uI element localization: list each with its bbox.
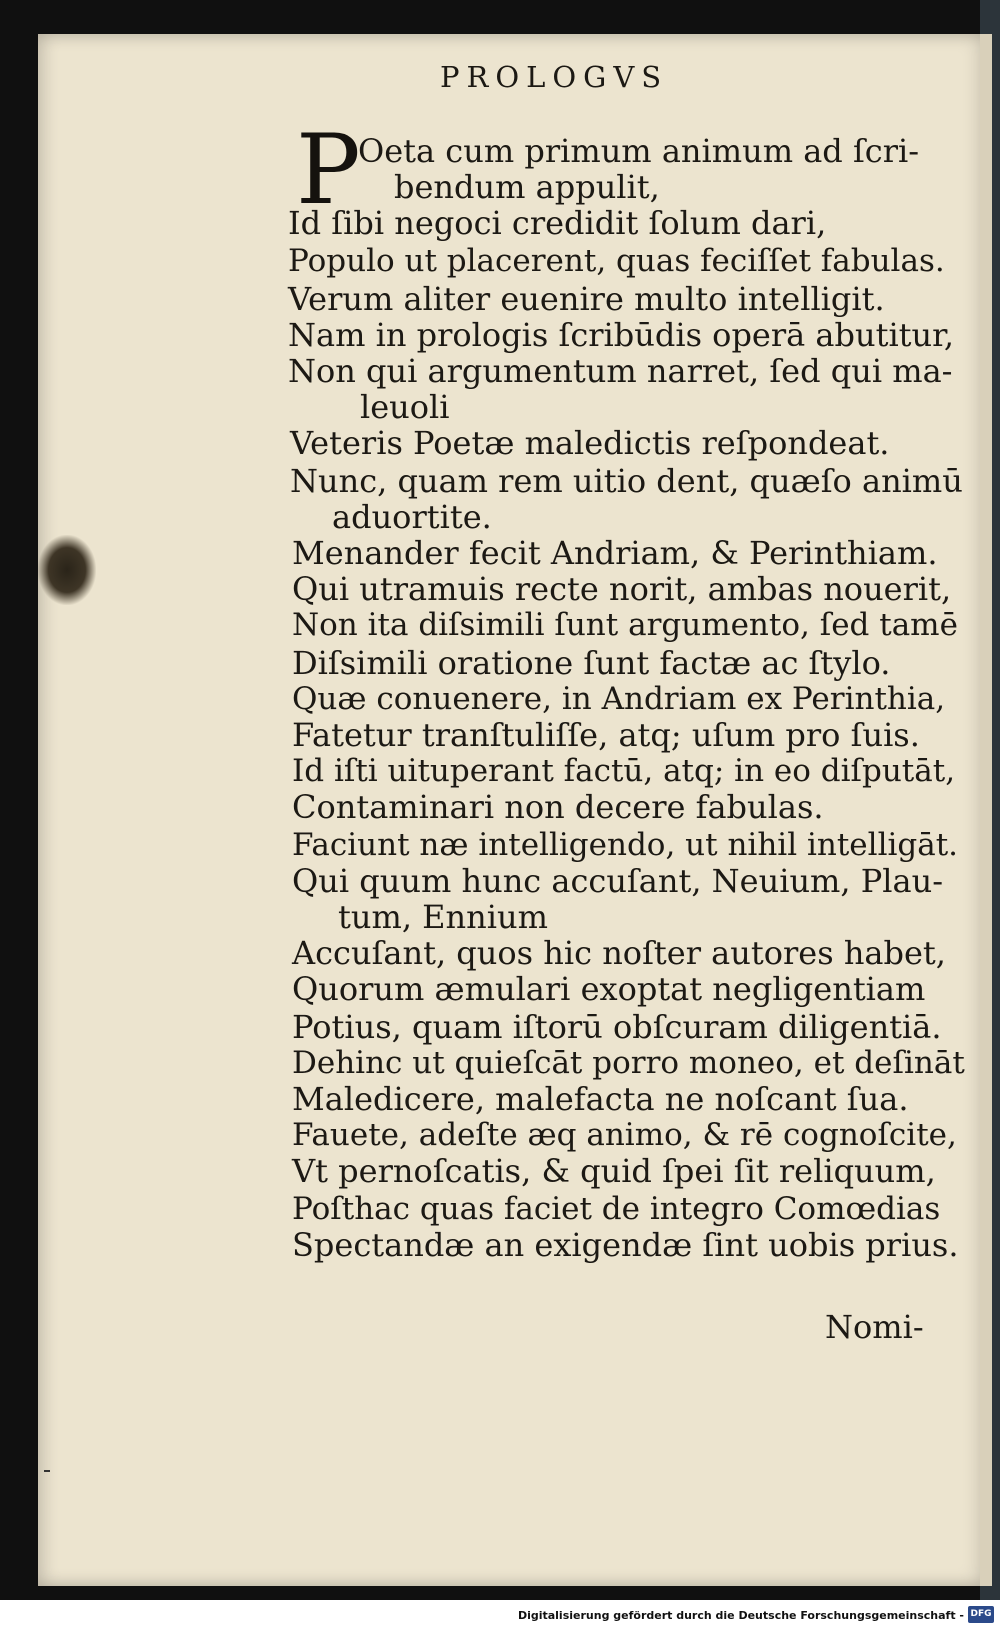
text-line: Maledicere, malefacta ne noſcant ſua. <box>292 1080 909 1118</box>
text-line: Fauete, adeſte æq animo, & rē cognoſcite, <box>292 1117 957 1153</box>
drop-initial: P <box>296 114 361 226</box>
text-line: Veteris Poetæ maledictis reſpondeat. <box>290 424 890 462</box>
text-line: Quæ conuenere, in Andriam ex Perinthia, <box>292 681 946 717</box>
footer-credit: Digitalisierung gefördert durch die Deutsche Forschungsgemeinschaft - <box>517 1609 964 1622</box>
text-line: Potius, quam iſtorū obſcuram diligentiā. <box>292 1008 942 1046</box>
text-line: Poſthac quas faciet de integro Comœdias <box>292 1191 941 1227</box>
text-line: Quorum æmulari exoptat negligentiam <box>292 970 926 1008</box>
text-line: Non ita diſsimili ſunt argumento, ſed tamē <box>292 607 958 643</box>
text-line: Nam in prologis ſcribūdis operā abutitur, <box>288 316 955 354</box>
margin-stain <box>38 535 96 605</box>
text-line: Id ſibi negoci credidit ſolum dari, <box>288 204 827 242</box>
text-line: Non qui argumentum narret, ſed qui ma- <box>288 352 953 390</box>
text-line: Dehinc ut quieſcāt porro moneo, et deſināt <box>292 1045 965 1081</box>
text-line: Id iſti uituperant factū, atq; in eo diſputāt, <box>292 753 956 789</box>
text-line: leuoli <box>360 388 450 426</box>
text-line: Populo ut placerent, quas feciſſet fabulas. <box>288 243 945 279</box>
margin-mark <box>44 1470 50 1472</box>
dfg-logo-icon: DFG <box>968 1606 994 1623</box>
text-line: Oeta cum primum animum ad ſcri- <box>358 132 920 170</box>
text-line: Accuſant, quos hic noſter autores habet, <box>292 934 946 972</box>
text-line: Menander fecit Andriam, & Perinthiam. <box>292 534 938 572</box>
text-line: Qui quum hunc accuſant, Neuium, Plau- <box>292 862 943 900</box>
running-head: PROLOGVS <box>440 60 669 94</box>
text-line: Spectandæ an exigendæ ſint uobis prius. <box>292 1226 959 1264</box>
page-edge <box>980 34 992 1586</box>
catchword: Nomi- <box>825 1308 924 1346</box>
text-line: Fatetur tranſtuliſſe, atq; uſum pro ſuis. <box>292 716 920 754</box>
text-line: Qui utramuis recte norit, ambas nouerit, <box>292 570 952 608</box>
text-line: Faciunt næ intelligendo, ut nihil intelligāt. <box>292 827 959 863</box>
text-line: Vt pernoſcatis, & quid ſpei ſit reliquum, <box>292 1152 936 1190</box>
text-line: tum, Ennium <box>338 898 548 936</box>
text-line: Contaminari non decere fabulas. <box>292 788 824 826</box>
text-line: Diſsimili oratione ſunt factæ ac ſtylo. <box>292 644 891 682</box>
text-line: Nunc, quam rem uitio dent, quæſo animū <box>290 462 963 500</box>
text-line: Verum aliter euenire multo intelligit. <box>288 280 885 318</box>
text-line: aduortite. <box>332 498 492 536</box>
text-line: bendum appulit, <box>394 168 660 206</box>
